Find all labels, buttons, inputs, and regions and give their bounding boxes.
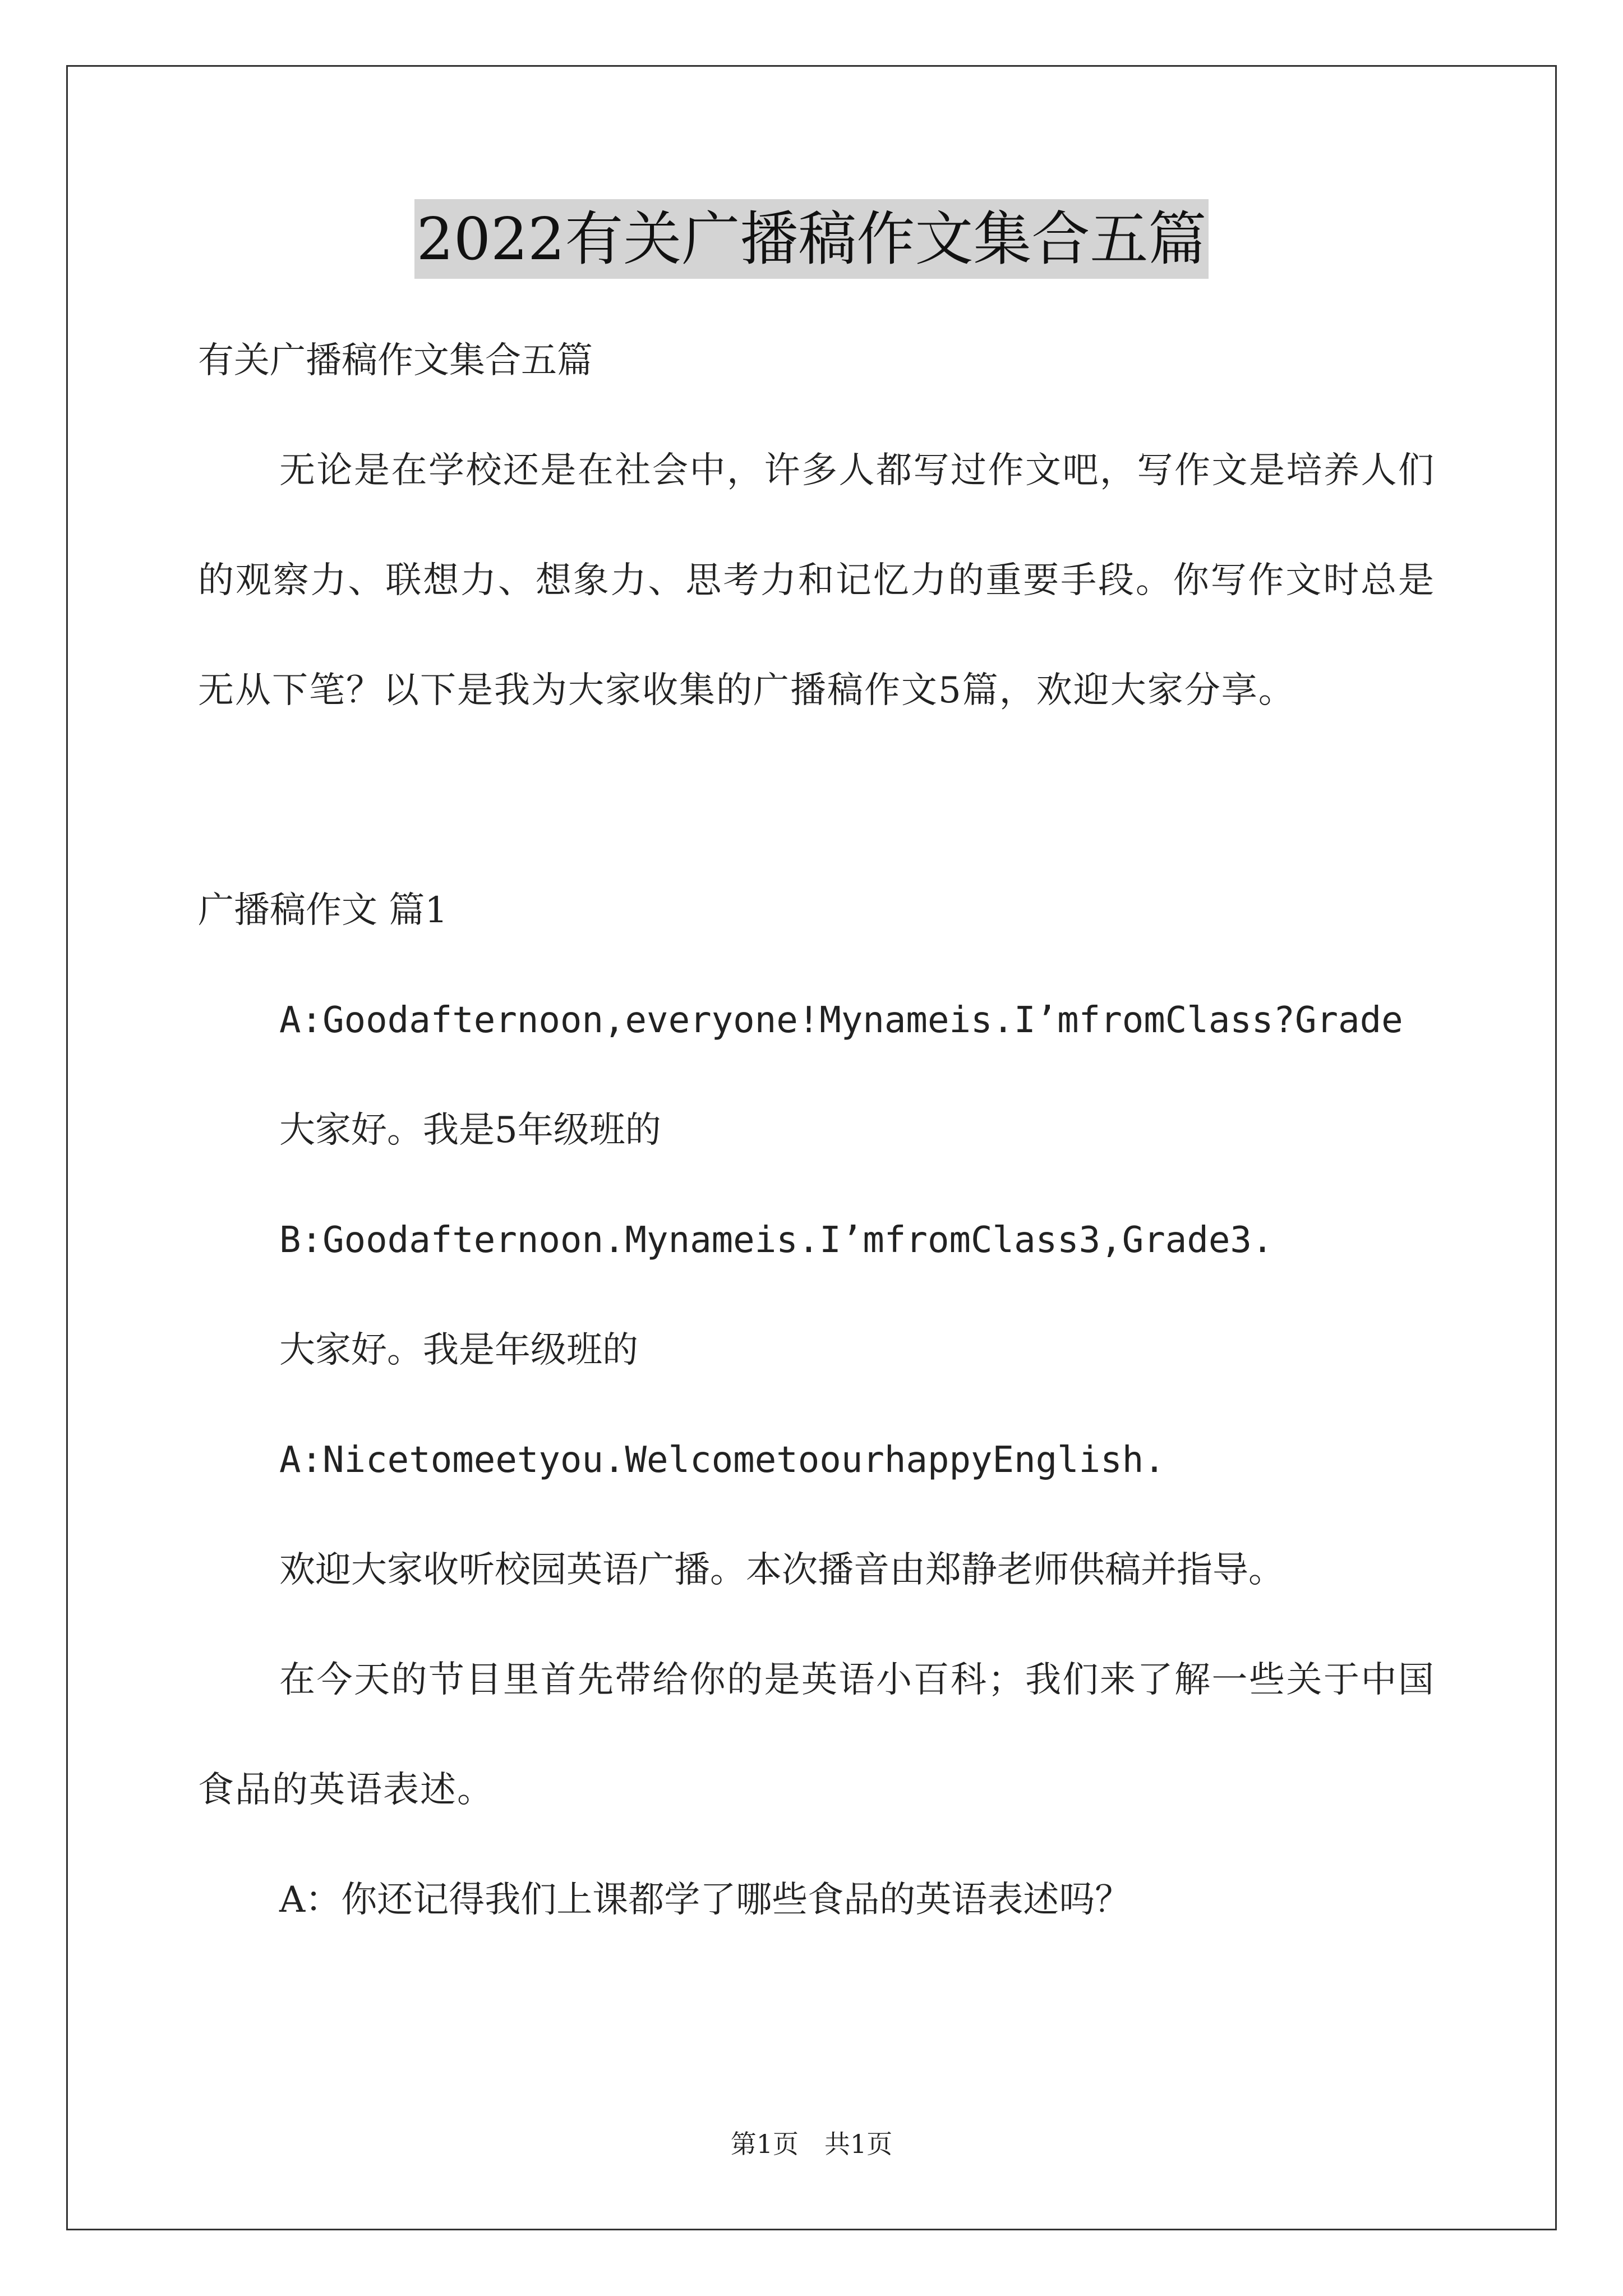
body-paragraph: 在今天的节目里首先带给你的是英语小百科；我们来了解一些关于中国食品的英语表述。 [198, 1659, 1435, 1811]
document-subtitle: 有关广播稿作文集合五篇 [198, 340, 593, 381]
document-body [198, 306, 1435, 1955]
page-footer: 第1页 共1页 [730, 2129, 893, 2159]
dialogue-line-5: A:Nicetomeetyou.WelcometoourhappyEnglish. [279, 1439, 1165, 1481]
paragraph-gap [198, 746, 1435, 855]
dialogue-line-2: 大家好。我是5年级班的 [279, 1110, 661, 1151]
section-heading: 广播稿作文 篇1 [198, 890, 448, 931]
dialogue-line-6: 欢迎大家收听校园英语广播。本次播音由郑静老师供稿并指导。 [279, 1549, 1284, 1591]
intro-paragraph: 无论是在学校还是在社会中，许多人都写过作文吧，写作文是培养人们的观察力、联想力、想象力、思考力和记忆力的重要手段。你写作文时总是无从下笔？以下是我为大家收集的广播稿作文5篇，欢迎大家分享。 [198, 450, 1435, 711]
document-title: 2022有关广播稿作文集合五篇 [414, 199, 1209, 279]
title-container [0, 199, 1623, 279]
dialogue-line-1: A:Goodafternoon,everyone!Mynameis.I’mfromClass?Grade [279, 1000, 1403, 1041]
dialogue-line-3: B:Goodafternoon.Mynameis.I’mfromClass3,Grade3. [279, 1220, 1274, 1261]
dialogue-line-4: 大家好。我是年级班的 [279, 1329, 638, 1371]
dialogue-line-7: A：你还记得我们上课都学了哪些食品的英语表述吗？ [279, 1879, 1131, 1921]
